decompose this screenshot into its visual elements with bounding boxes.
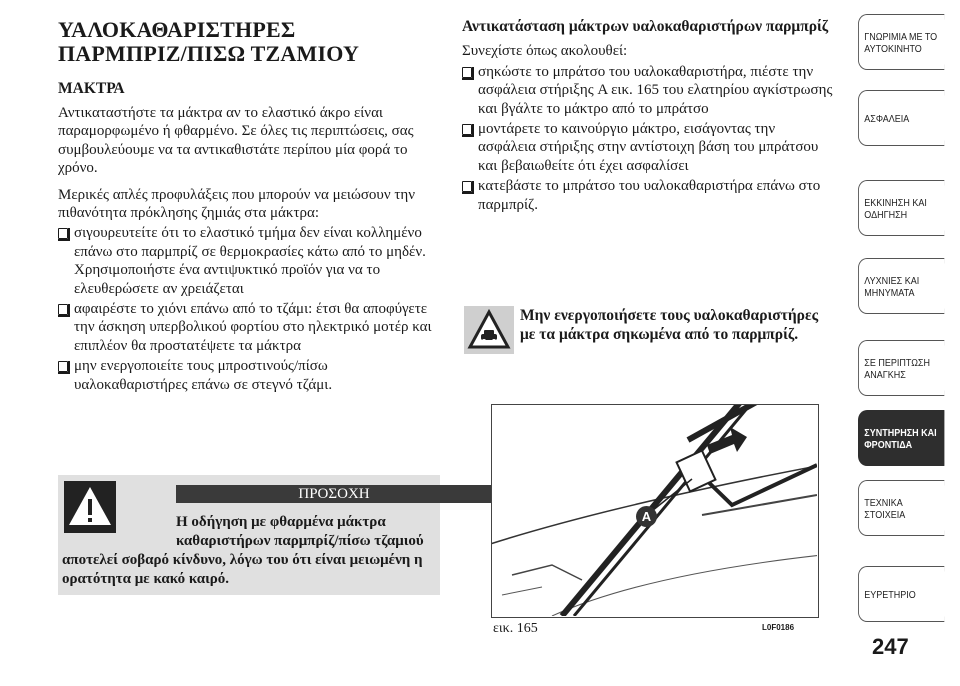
tab-emergency[interactable] (858, 340, 944, 396)
title-line-1: ΥΑΛΟΚΑΘΑΡΙΣΤΗΡΕΣ (58, 17, 296, 42)
list-item (462, 63, 834, 118)
list-item (58, 357, 440, 394)
tab-maintenance[interactable] (858, 410, 944, 466)
list-item (58, 224, 440, 298)
list-item-text: κατεβάστε το μπράτσο του υαλοκαθαριστήρα επάνω στο παρμπρίζ. (478, 178, 821, 213)
tab-starting-driving[interactable] (858, 180, 944, 236)
list-item (462, 120, 834, 175)
tab-label: ΤΕΧΝΙΚΑ ΣΤΟΙΧΕΙΑ (864, 498, 906, 521)
paragraph-2: Μερικές απλές προφυλάξεις που μπορούν να μειώσουν την πιθανότητα πρόκλησης ζημιάς στα μάκτρα: (58, 186, 416, 222)
warning-text-rest: αποτελεί σοβαρό κίνδυνο, λόγω του ότι είναι μειωμένη η ορατότητα με κακό καιρό. (62, 552, 423, 587)
list-item-text: μοντάρετε το καινούργιο μάκτρο, εισάγοντας την ασφάλεια στήριξης στην αντίστοιχη βάση του μπράτσου και βεβαιωθείτε ότι έχει ασφαλίσει (478, 121, 819, 174)
chapter-tabs (844, 0, 960, 686)
callout-a-label: A (641, 509, 652, 524)
tab-label: ΓΝΩΡΙΜΙΑ ΜΕ ΤΟ ΑΥΤΟΚΙΝΗΤΟ (864, 32, 938, 55)
paragraph-1: Αντικαταστήστε τα μάκτρα αν το ελαστικό άκρο είναι παραμορφωμένο ή φθαρμένο. Σε όλες τις περιπτώσεις, σας συμβουλεύουμε να τα αντικαθιστάτε περίπου μία φορά το χρόνο. (58, 105, 414, 177)
checkbox-bullet-icon (58, 304, 68, 315)
checkbox-bullet-icon (58, 228, 68, 239)
left-column (58, 18, 440, 394)
replacement-steps-list (462, 63, 834, 214)
tab-label: ΕΥΡΕΤΗΡΙΟ (864, 590, 916, 601)
tab-label: ΑΣΦΑΛΕΙΑ (864, 114, 910, 125)
list-item-text: μην ενεργοποιείτε τους μπροστινούς/πίσω υαλοκαθαριστήρες επάνω σε στεγνό τζάμι. (74, 358, 333, 393)
tab-label: ΛΥΧΝΙΕΣ ΚΑΙ ΜΗΝΥΜΑΤΑ (864, 276, 920, 299)
car-warning-icon (464, 306, 514, 354)
checkbox-bullet-icon (58, 361, 68, 372)
section-heading: ΜΑΚΤΡΑ (58, 80, 125, 97)
callout-a-badge (636, 506, 657, 527)
tab-label: ΕΚΚΙΝΗΣΗ ΚΑΙ ΟΔΗΓΗΣΗ (864, 198, 927, 221)
list-item-text: σηκώστε το μπράτσο του υαλοκαθαριστήρα, πιέστε την ασφάλεια στήριξης A εικ. 165 του ελατηρίου αγκίστρωσης και βγάλτε το μάκτρο από το μπράτσο (478, 63, 833, 117)
tab-label: ΣΕ ΠΕΡΙΠΤΩΣΗ ΑΝΑΓΚΗΣ (864, 358, 930, 381)
tab-label: ΣΥΝΤΗΡΗΣΗ ΚΑΙ ΦΡΟΝΤΙΔΑ (864, 428, 937, 451)
checkbox-bullet-icon (462, 181, 472, 192)
checkbox-bullet-icon (462, 124, 472, 135)
checkbox-bullet-icon (462, 67, 472, 78)
precautions-list (58, 224, 440, 394)
list-item-text: αφαιρέστε το χιόνι επάνω από το τζάμι: έτσι θα αποφύγετε την άσκηση υπερβολικού φορτίου στο ηλεκτρικό μοτέρ και επιπλέον θα προστατέψετε τα μάκτρα (74, 301, 432, 354)
tab-getting-to-know[interactable] (858, 14, 944, 70)
note-text: Μην ενεργοποιήσετε τους υαλοκαθαριστήρες με τα μάκτρα σηκωμένα από το παρμπρίζ. (520, 307, 819, 343)
wiper-figure (491, 404, 819, 618)
list-item (58, 300, 440, 355)
warning-heading: ΠΡΟΣΟΧΗ (176, 485, 492, 503)
warning-text-line-1: Η οδήγηση με φθαρμένα μάκτρα (176, 514, 386, 530)
list-item-text: σιγουρευτείτε ότι το ελαστικό τμήμα δεν είναι κολλημένο επάνω στο παρμπρίζ σε θερμοκρασίες κάτω από το μηδέν. Χρησιμοποιήστε ένα αντιψυκτικό προϊόν για να το ελευθερώσετε αν χρειάζεται (74, 225, 426, 297)
title-line-2: ΠΑΡΜΠΡΙΖ/ΠΙΣΩ ΤΖΑΜΙΟΥ (58, 41, 360, 66)
replacement-intro: Συνεχίστε όπως ακολουθεί: (462, 43, 628, 60)
warning-box (58, 475, 440, 595)
warning-text-line-2: καθαριστήρων παρμπρίζ/πίσω τζαμιού (176, 533, 424, 549)
tab-technical-data[interactable] (858, 480, 944, 536)
middle-column (462, 18, 834, 214)
figure-code: L0F0186 (762, 623, 795, 632)
note-box (462, 300, 834, 370)
tab-lights-messages[interactable] (858, 258, 944, 314)
tab-safety[interactable] (858, 90, 944, 146)
list-item (462, 177, 834, 214)
page-number: 247 (872, 634, 909, 659)
warning-text (62, 513, 434, 589)
figure-caption: εικ. 165 (493, 621, 538, 636)
tab-index[interactable] (858, 566, 944, 622)
page-title (58, 18, 440, 66)
replacement-heading: Αντικατάσταση μάκτρων υαλοκαθαριστήρων παρμπρίζ (462, 18, 829, 35)
